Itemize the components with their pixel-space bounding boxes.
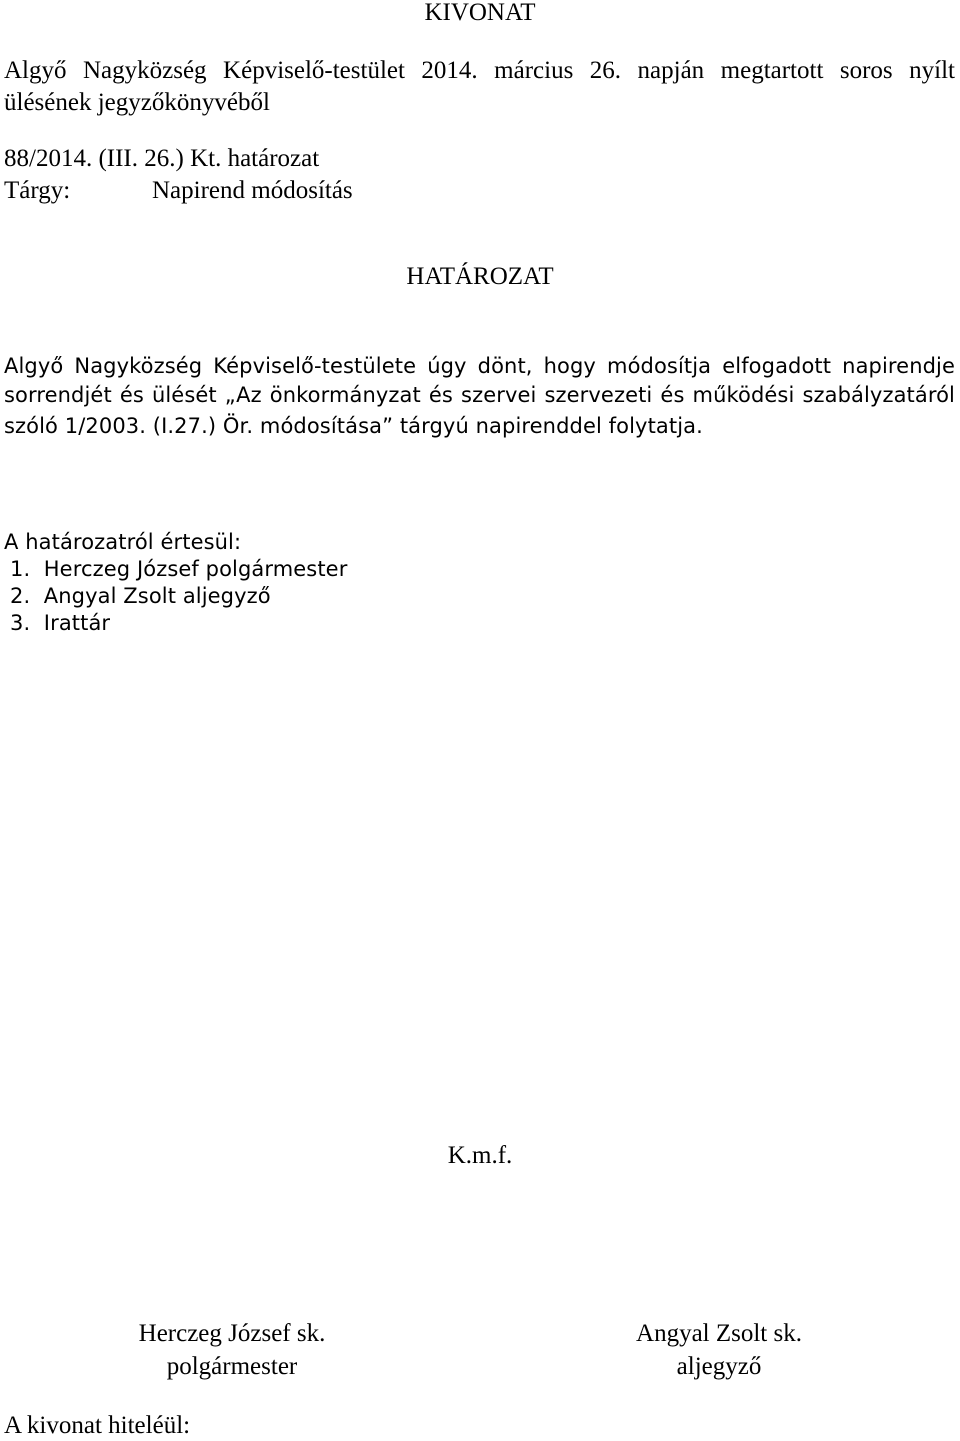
certified-label: A kivonat hiteléül: (4, 1412, 191, 1439)
body-line-1: Algyő Nagyközség Képviselő-testülete úgy dönt, hogy módosítja elfogadott napirendje (4, 354, 955, 378)
kmf-label: K.m.f. (447, 1142, 513, 1169)
notify-label: A határozatról értesül: (4, 530, 242, 554)
signature-name: Herczeg József sk. (138, 1320, 326, 1347)
document-title: KIVONAT (424, 0, 536, 26)
signature-mayor (72, 1318, 392, 1383)
signature-title: aljegyző (676, 1352, 762, 1380)
signature-deputy-notary (559, 1318, 879, 1383)
notify-item: 1. Herczeg József polgármester (10, 557, 348, 581)
intro-line-1: Algyő Nagyközség Képviselő-testület 2014. március 26. napján megtartott soros nyílt (4, 57, 955, 84)
signature-title: polgármester (166, 1352, 298, 1380)
resolution-heading: HATÁROZAT (406, 263, 554, 290)
subject-value: Napirend módosítás (152, 177, 353, 204)
subject-label: Tárgy: (4, 177, 71, 204)
signature-name: Angyal Zsolt sk. (636, 1320, 802, 1347)
resolution-number: 88/2014. (III. 26.) Kt. határozat (4, 145, 320, 172)
intro-line-2: ülésének jegyzőkönyvéből (4, 89, 270, 116)
notify-item: 2. Angyal Zsolt aljegyző (10, 584, 271, 608)
notify-item: 3. Irattár (10, 611, 111, 635)
body-line-2: sorrendjét és ülését „Az önkormányzat és szervei szervezeti és működési szabályzatáról (4, 383, 955, 407)
body-line-3: szóló 1/2003. (I.27.) Ör. módosítása” tárgyú napirenddel folytatja. (4, 414, 703, 438)
